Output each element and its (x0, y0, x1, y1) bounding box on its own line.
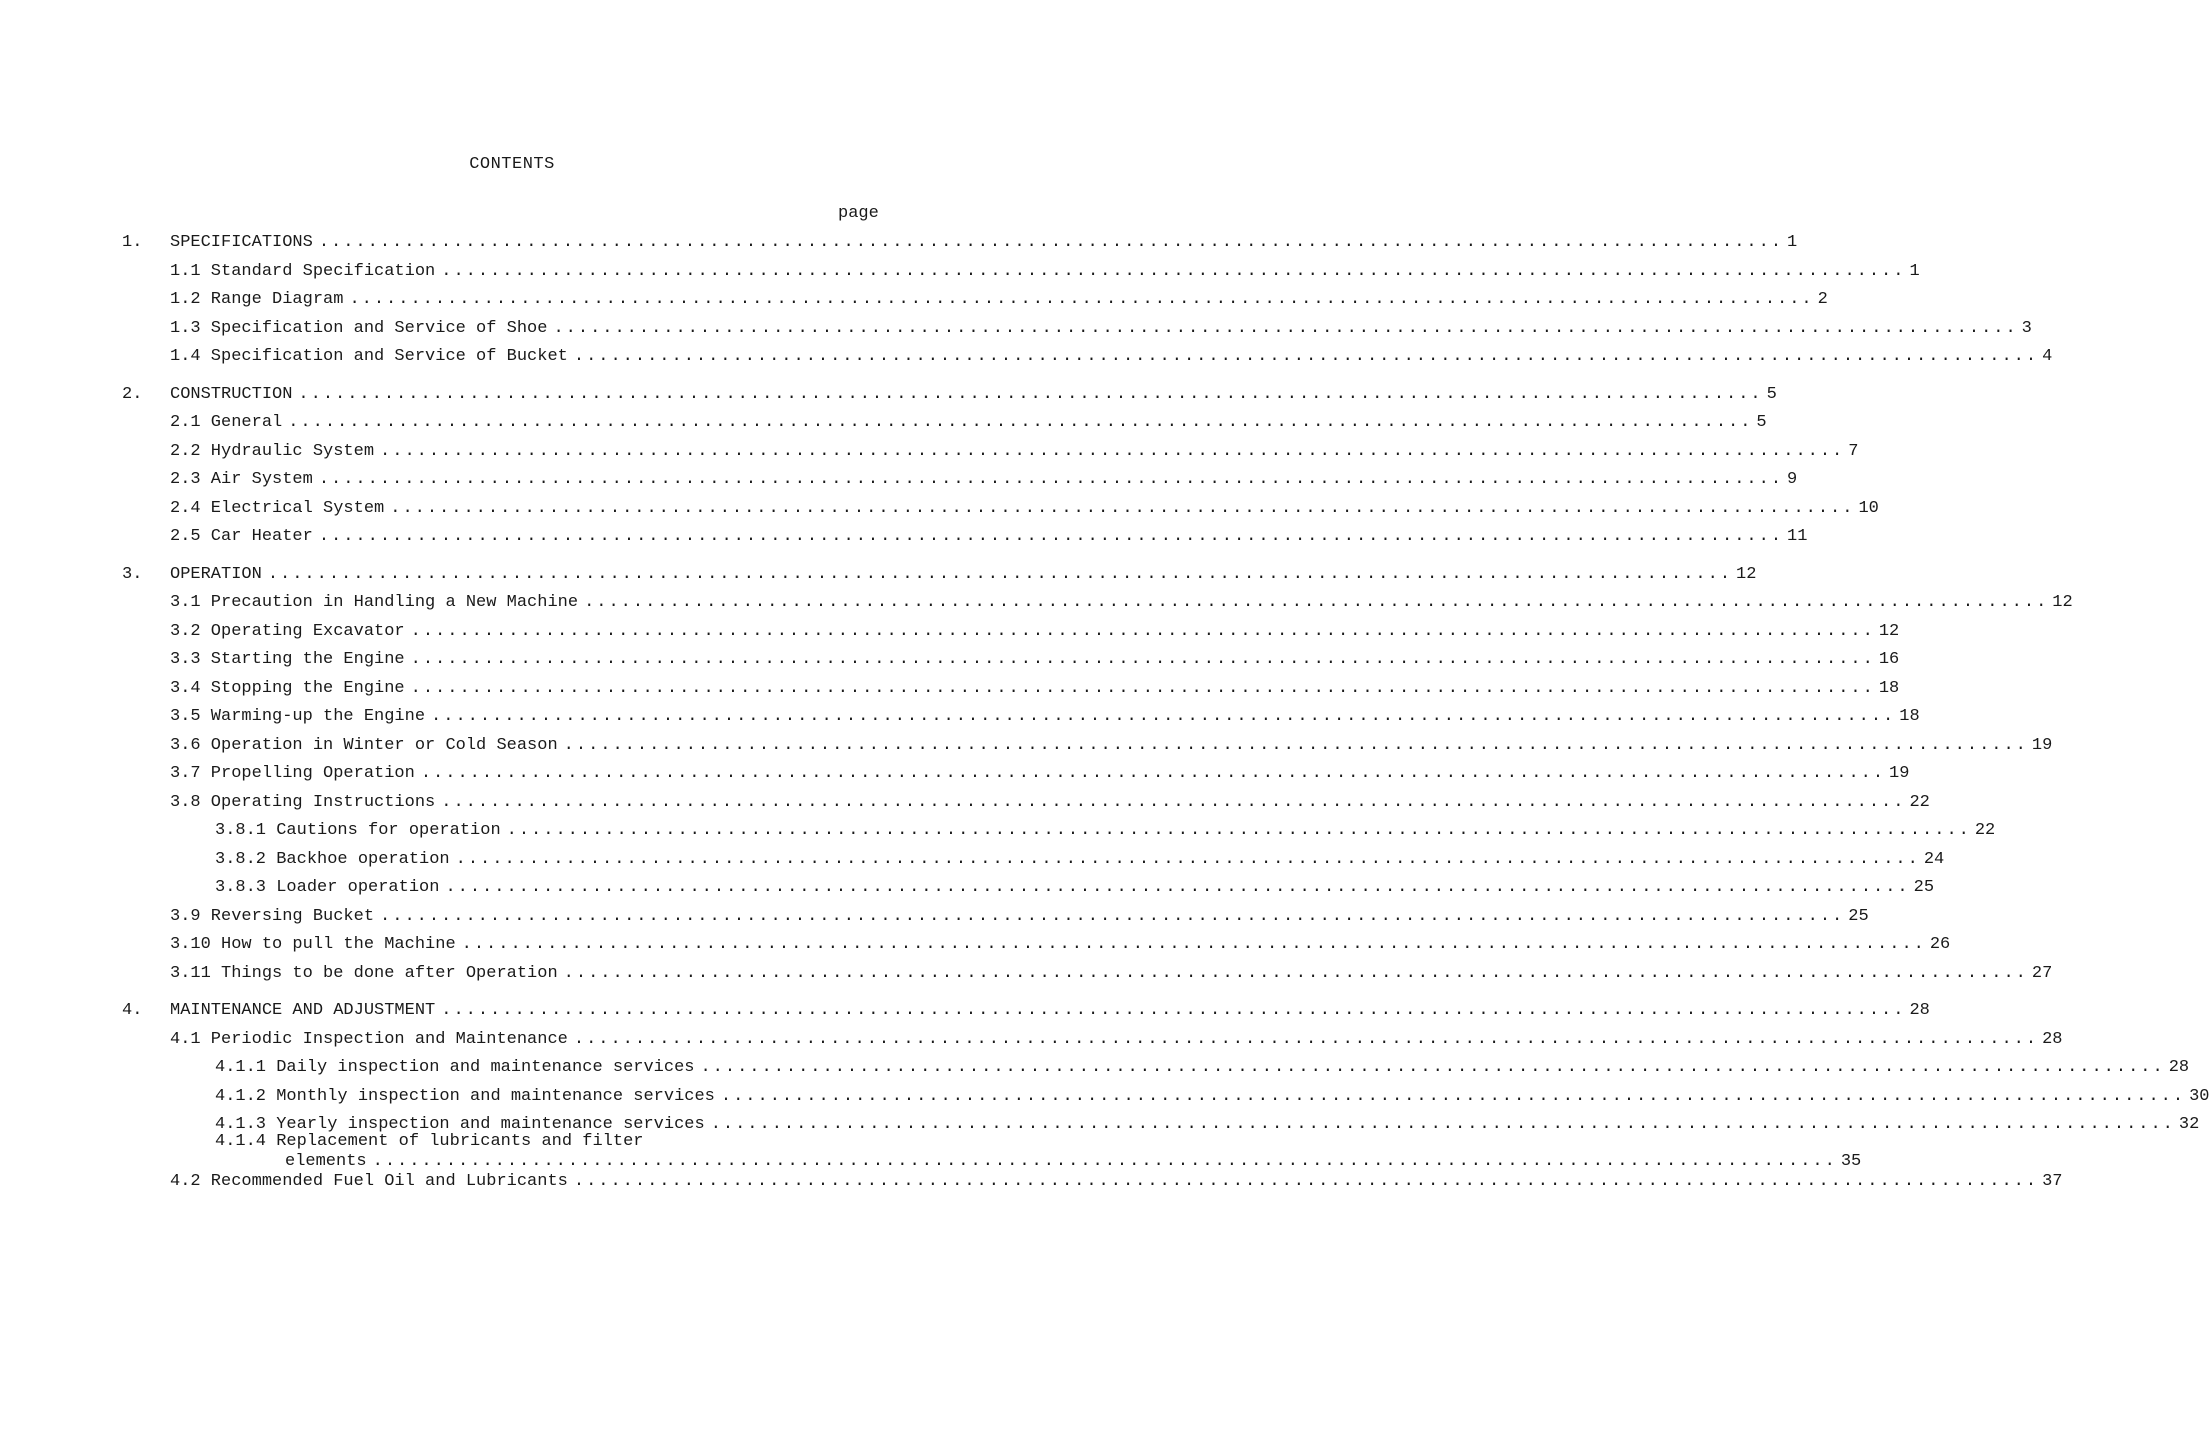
dot-leader: ........................................................................................................................ (573, 1172, 2039, 1191)
toc-entry-label: 1.1 Standard Specification (170, 262, 441, 281)
toc-entry-row (170, 261, 1920, 286)
toc-entry[interactable] (170, 963, 2053, 990)
toc-entry-label: SPECIFICATIONS (170, 233, 319, 252)
toc-entry-row (170, 650, 1900, 674)
toc-entry[interactable] (170, 1172, 2063, 1198)
toc-entry-row (170, 764, 1910, 788)
toc-entry-label: 2.3 Air System (170, 470, 319, 489)
toc-entry-page: 32 (2178, 1115, 2200, 1134)
toc-entry[interactable] (170, 527, 1808, 553)
toc-entry-row (170, 1029, 2063, 1054)
toc-subentry[interactable] (215, 1058, 2190, 1084)
toc-entry-page: 4 (2042, 347, 2053, 366)
toc-entry-label: 3.7 Propelling Operation (170, 764, 421, 783)
toc-entry-row (215, 821, 1996, 845)
toc-entry-row (170, 233, 1798, 257)
dot-leader: ........................................................................................................................ (380, 441, 1845, 461)
dot-leader: ........................................................................................................................ (441, 261, 1906, 281)
toc-entry-row (170, 318, 2032, 343)
toc-entry[interactable] (170, 441, 1859, 468)
toc-entry-label: 4.1.3 Yearly inspection and maintenance services (215, 1115, 711, 1134)
dot-leader: ........................................................................................................................ (506, 821, 1971, 840)
toc-entry-page: 5 (1756, 413, 1767, 432)
dot-leader: ........................................................................................................................ (318, 470, 1784, 489)
toc-entry-label: 1.2 Range Diagram (170, 290, 349, 309)
page-title: CONTENTS (469, 155, 555, 174)
toc-entry[interactable] (170, 935, 1951, 961)
toc-entry-label: CONSTRUCTION (170, 385, 298, 404)
toc-entry-row (170, 935, 1951, 959)
toc-entry-row (170, 564, 1757, 589)
toc-entry-label: 4.2 Recommended Fuel Oil and Lubricants (170, 1172, 574, 1191)
toc-entry[interactable] (170, 792, 1930, 819)
toc-subentry[interactable] (215, 821, 1996, 847)
dot-leader: ........................................................................................................................ (420, 764, 1886, 783)
dot-leader: ........................................................................................................................ (700, 1058, 2165, 1077)
toc-entry-label: 3.9 Reversing Bucket (170, 907, 380, 926)
dot-leader: ........................................................................................................................ (573, 347, 2039, 366)
toc-entry-row (170, 621, 1900, 646)
toc-entry[interactable] (170, 470, 1798, 496)
toc-entry[interactable] (170, 735, 2053, 762)
toc-entry-row (170, 527, 1808, 551)
toc-entry-row (170, 906, 1869, 931)
dot-leader: ........................................................................................................................ (441, 792, 1906, 812)
toc-entry-page: 12 (2052, 593, 2073, 612)
toc-subentry[interactable] (215, 1086, 2210, 1113)
toc-entry-label: 3.10 How to pull the Machine (170, 935, 462, 954)
toc-entry-row (170, 593, 2073, 617)
toc-entry-page: 1 (1909, 261, 1920, 281)
toc-entry-page: 22 (1909, 792, 1930, 812)
toc-section[interactable] (170, 1001, 1930, 1027)
toc-entry-row (170, 792, 1930, 817)
page-column-heading: page (838, 204, 879, 223)
toc-entry-row (170, 1172, 2063, 1196)
toc-entry-row (170, 735, 2053, 760)
dot-leader: ........................................................................................................................ (318, 527, 1784, 546)
toc-entry-row (170, 470, 1798, 494)
dot-leader: ........................................................................................................................ (372, 1151, 1837, 1171)
toc-entry-label: 3.11 Things to be done after Operation (170, 964, 564, 983)
toc-entry-row (170, 290, 1828, 314)
dot-leader: ........................................................................................................................ (563, 735, 2028, 755)
toc-entry[interactable] (170, 261, 1920, 288)
toc-entry-row (170, 384, 1777, 409)
toc-entry-row (215, 1086, 2210, 1111)
toc-entry-page: 11 (1787, 527, 1808, 546)
toc-entry-label: 4.1 Periodic Inspection and Maintenance (170, 1030, 574, 1049)
toc-entry[interactable] (170, 290, 1828, 316)
toc-entry-label: 2.4 Electrical System (170, 499, 390, 518)
toc-entry-page: 10 (1858, 498, 1879, 518)
toc-entry[interactable] (170, 678, 1900, 705)
toc-entry-page: 35 (1840, 1151, 1862, 1171)
toc-entry[interactable] (170, 593, 2073, 619)
toc-entry[interactable] (170, 498, 1879, 525)
toc-subentry[interactable] (215, 849, 1945, 876)
section-number: 3. (122, 564, 143, 584)
toc-entry-label: 3.3 Starting the Engine (170, 650, 411, 669)
toc-entry-row (170, 678, 1900, 703)
toc-entry-page: 28 (1909, 1001, 1930, 1020)
section-number: 4. (122, 1001, 143, 1020)
dot-leader: ........................................................................................................................ (431, 707, 1896, 726)
toc-entry-label-line1: 4.1.4 Replacement of lubricants and filter (215, 1131, 644, 1151)
dot-leader: ........................................................................................................................ (298, 384, 1763, 404)
dot-leader: ........................................................................................................................ (710, 1115, 2175, 1134)
toc-entry-row (170, 441, 1859, 466)
toc-entry-page: 37 (2042, 1172, 2063, 1191)
dot-leader: ........................................................................................................................ (267, 564, 1733, 584)
dot-leader: ........................................................................................................................ (455, 849, 1920, 869)
toc-entry-row (215, 849, 1945, 874)
dot-leader: ........................................................................................................................ (318, 233, 1784, 252)
toc-entry[interactable] (170, 764, 1910, 790)
dot-leader: ........................................................................................................................ (573, 1029, 2039, 1049)
toc-entry-page: 26 (1929, 935, 1951, 954)
toc-entry-page: 30 (2189, 1086, 2210, 1106)
toc-entry-page: 28 (2042, 1029, 2063, 1049)
toc-entry-page: 19 (1889, 764, 1910, 783)
dot-leader: ........................................................................................................................ (720, 1086, 2186, 1106)
toc-entry-label: 3.8.2 Backhoe operation (215, 850, 456, 869)
toc-entry-page: 18 (1899, 707, 1920, 726)
toc-entry-label: 4.1.1 Daily inspection and maintenance services (215, 1058, 700, 1077)
toc-entry[interactable] (170, 1029, 2063, 1056)
toc-entry-page: 12 (1878, 621, 1900, 641)
toc-entry-page: 5 (1766, 384, 1777, 404)
toc-entry-page: 16 (1878, 650, 1900, 669)
toc-entry-page: 3 (2021, 318, 2032, 338)
toc-entry[interactable] (170, 621, 1900, 648)
toc-entry-label: 1.3 Specification and Service of Shoe (170, 319, 553, 338)
toc-entry-label: 2.1 General (170, 413, 288, 432)
toc-entry-label: 3.8.1 Cautions for operation (215, 821, 507, 840)
dot-leader: ........................................................................................................................ (441, 1001, 1906, 1020)
toc-entry-row (170, 1001, 1930, 1025)
toc-entry-label: 2.2 Hydraulic System (170, 442, 380, 461)
toc-entry-row (170, 707, 1920, 731)
toc-entry-page: 9 (1787, 470, 1798, 489)
toc-entry-page: 7 (1848, 441, 1859, 461)
dot-leader: ........................................................................................................................ (288, 413, 1753, 432)
toc-entry-row (170, 347, 2053, 371)
toc-section[interactable] (170, 233, 1798, 259)
toc-entry-page: 12 (1736, 564, 1757, 584)
dot-leader: ........................................................................................................................ (445, 878, 1910, 897)
toc-entry-page: 25 (1848, 906, 1869, 926)
toc-entry[interactable] (170, 906, 1869, 933)
toc-entry-page: 22 (1974, 821, 1996, 840)
toc-entry-label: 3.4 Stopping the Engine (170, 679, 411, 698)
toc-entry-row (170, 413, 1767, 437)
toc-entry[interactable] (170, 650, 1900, 676)
toc-entry-label: 3.8.3 Loader operation (215, 878, 445, 897)
toc-entry-label: OPERATION (170, 565, 268, 584)
toc-entry-page: 24 (1923, 849, 1945, 869)
toc-subentry[interactable] (215, 878, 1935, 904)
toc-entry-row (170, 498, 1879, 523)
toc-entry-label: 3.6 Operation in Winter or Cold Season (170, 736, 564, 755)
section-number: 1. (122, 233, 143, 252)
dot-leader: ........................................................................................................................ (390, 498, 1855, 518)
dot-leader: ........................................................................................................................ (563, 963, 2028, 983)
dot-leader: ........................................................................................................................ (349, 290, 1814, 309)
toc-entry-page: 2 (1817, 290, 1828, 309)
toc-entry[interactable] (170, 413, 1767, 439)
toc-entry-label: MAINTENANCE AND ADJUSTMENT (170, 1001, 441, 1020)
toc-entry-page: 27 (2031, 963, 2053, 983)
dot-leader: ........................................................................................................................ (553, 318, 2018, 338)
toc-entry-label: 2.5 Car Heater (170, 527, 319, 546)
toc-entry-label: 3.5 Warming-up the Engine (170, 707, 431, 726)
dot-leader: ........................................................................................................................ (410, 678, 1875, 698)
toc-entry-row (215, 1058, 2190, 1082)
toc-entry-label: 3.8 Operating Instructions (170, 793, 441, 812)
toc-entry[interactable] (170, 707, 1920, 733)
toc-section[interactable] (170, 564, 1757, 591)
toc-entry-page: 1 (1787, 233, 1798, 252)
toc-entry-label: elements (285, 1152, 373, 1171)
toc-entry-label: 3.2 Operating Excavator (170, 622, 411, 641)
dot-leader: ........................................................................................................................ (584, 593, 2049, 612)
toc-entry-page: 25 (1913, 878, 1935, 897)
dot-leader: ........................................................................................................................ (410, 621, 1875, 641)
dot-leader: ........................................................................................................................ (380, 906, 1845, 926)
dot-leader: ........................................................................................................................ (410, 650, 1875, 669)
toc-entry-label: 1.4 Specification and Service of Bucket (170, 347, 574, 366)
toc-entry-page: 19 (2031, 735, 2053, 755)
toc-entry-row (215, 878, 1935, 902)
section-number: 2. (122, 384, 143, 404)
dot-leader: ........................................................................................................................ (461, 935, 1926, 954)
toc-entry-label: 4.1.2 Monthly inspection and maintenance services (215, 1087, 721, 1106)
toc-entry[interactable] (170, 318, 2032, 345)
toc-entry-page: 28 (2168, 1058, 2190, 1077)
toc-section[interactable] (170, 384, 1777, 411)
toc-entry[interactable] (170, 347, 2053, 373)
toc-entry-label: 3.1 Precaution in Handling a New Machine (170, 593, 584, 612)
toc-entry-page: 18 (1878, 678, 1900, 698)
toc-entry-row (170, 963, 2053, 988)
